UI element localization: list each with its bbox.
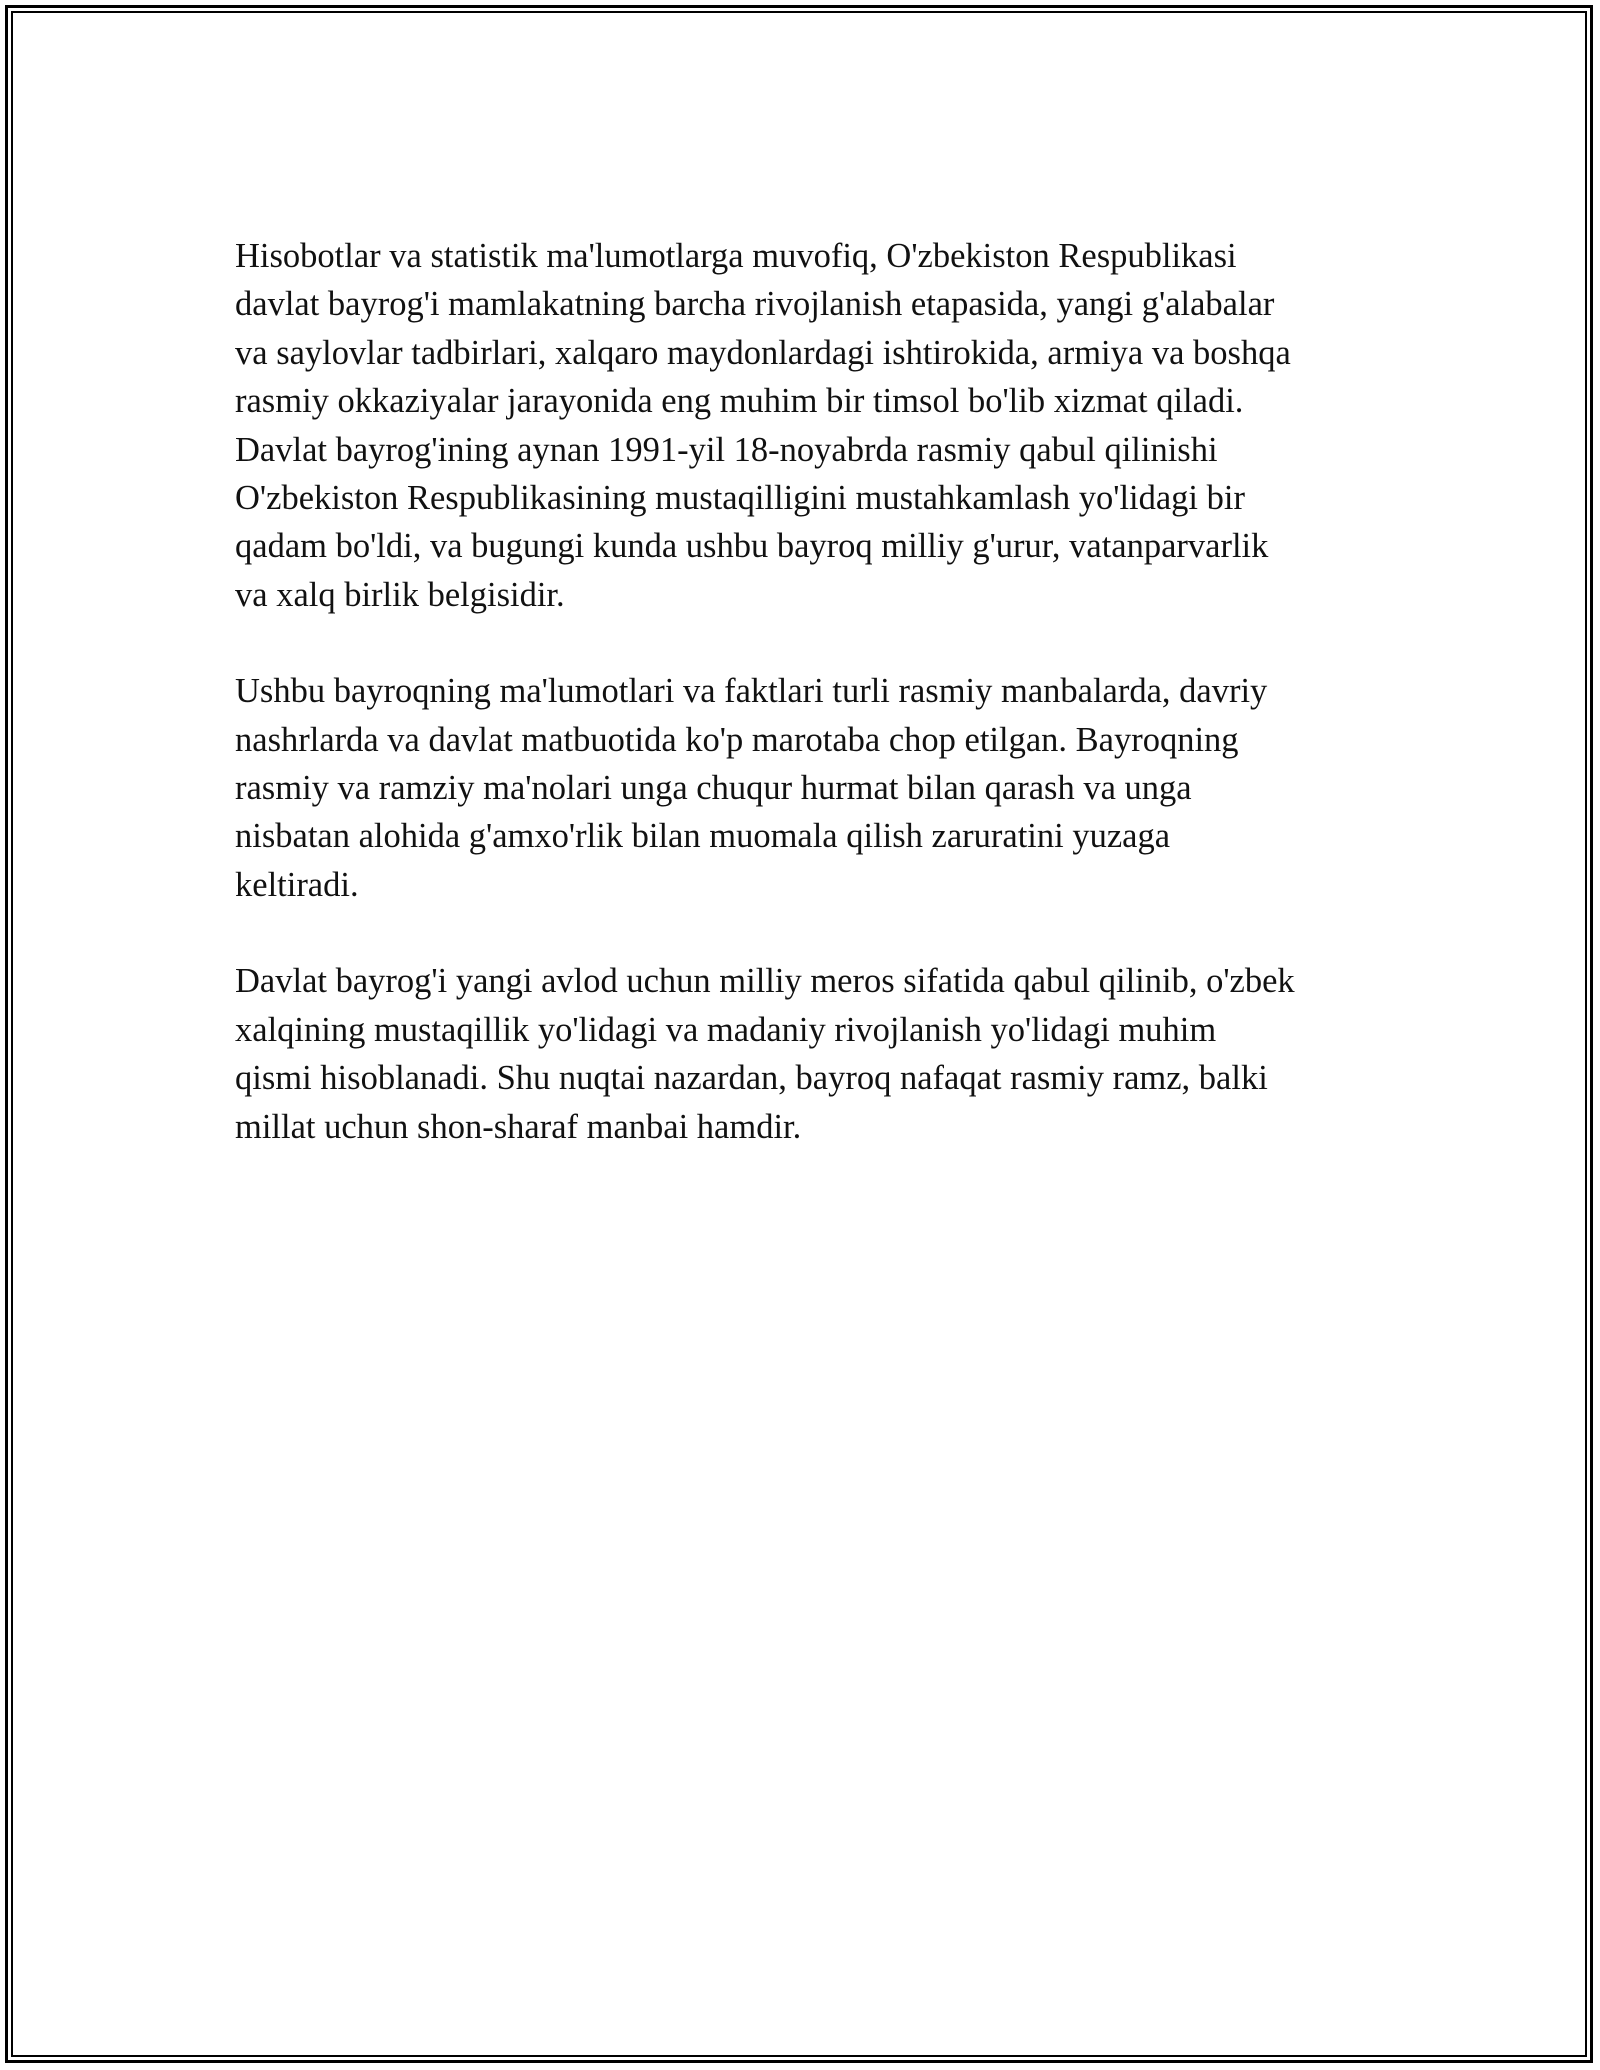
paragraph-line: Davlat bayrog'i yangi avlod uchun milliy meros sifatida qabul qilinib, o'zbek xyxy=(235,962,1295,1001)
paragraph-line: qadam bo'ldi, va bugungi kunda ushbu bayroq milliy g'urur, vatanparvarlik xyxy=(235,527,1269,566)
paragraph-line: keltiradi. xyxy=(235,865,359,904)
paragraph-line: rasmiy okkaziyalar jarayonida eng muhim bir timsol bo'lib xizmat qiladi. xyxy=(235,382,1244,421)
paragraph-line: xalqining mustaqillik yo'lidagi va madaniy rivojlanish yo'lidagi muhim xyxy=(235,1010,1217,1049)
paragraph-line: Ushbu bayroqning ma'lumotlari va faktlari turli rasmiy manbalarda, davriy xyxy=(235,672,1268,711)
paragraph-line: davlat bayrog'i mamlakatning barcha rivojlanish etapasida, yangi g'alabalar xyxy=(235,285,1275,324)
paragraph-line: nisbatan alohida g'amxo'rlik bilan muomala qilish zaruratini yuzaga xyxy=(235,817,1171,856)
paragraph-2 xyxy=(235,667,1385,909)
paragraph-line: nashrlarda va davlat matbuotida ko'p marotaba chop etilgan. Bayroqning xyxy=(235,720,1239,759)
paragraph-3 xyxy=(235,957,1385,1151)
paragraph-line: va xalq birlik belgisidir. xyxy=(235,575,565,614)
paragraph-line: rasmiy va ramziy ma'nolari unga chuqur hurmat bilan qarash va unga xyxy=(235,769,1192,808)
document-body xyxy=(235,232,1385,1199)
paragraph-line: millat uchun shon-sharaf manbai hamdir. xyxy=(235,1107,802,1146)
paragraph-line: va saylovlar tadbirlari, xalqaro maydonlardagi ishtirokida, armiya va boshqa xyxy=(235,333,1291,372)
paragraph-line: Hisobotlar va statistik ma'lumotlarga muvofiq, O'zbekiston Respublikasi xyxy=(235,237,1237,275)
paragraph-1 xyxy=(235,232,1385,619)
paragraph-line: Davlat bayrog'ining aynan 1991-yil 18-noyabrda rasmiy qabul qilinishi xyxy=(235,430,1218,469)
paragraph-line: qismi hisoblanadi. Shu nuqtai nazardan, bayroq nafaqat rasmiy ramz, balki xyxy=(235,1059,1268,1098)
paragraph-line: O'zbekiston Respublikasining mustaqilligini mustahkamlash yo'lidagi bir xyxy=(235,479,1245,518)
